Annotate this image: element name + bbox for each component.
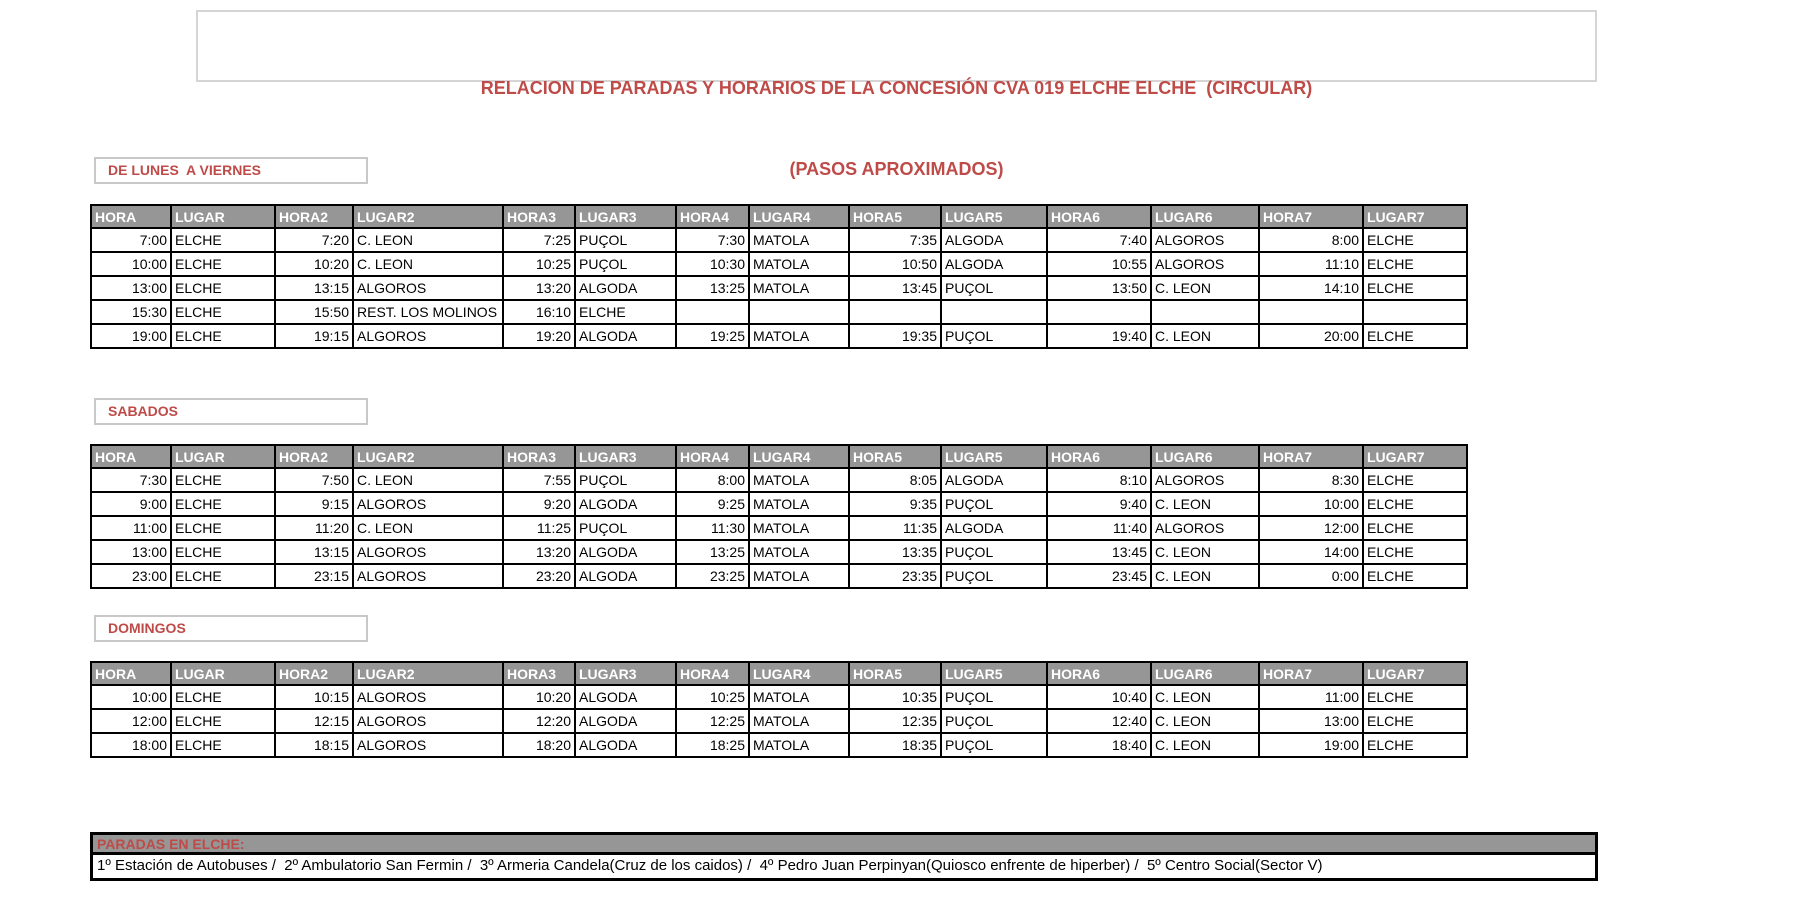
- lugar-cell: ELCHE: [171, 709, 275, 733]
- hora-cell: 16:10: [503, 300, 575, 324]
- hora-cell: 11:30: [676, 516, 749, 540]
- hora-cell: 23:15: [275, 564, 353, 588]
- lugar-cell: PUÇOL: [575, 468, 676, 492]
- column-header-lugar7: LUGAR7: [1363, 205, 1467, 228]
- lugar-cell: PUÇOL: [941, 709, 1047, 733]
- lugar-cell: ELCHE: [575, 300, 676, 324]
- lugar-cell: MATOLA: [749, 252, 849, 276]
- hora-cell: 9:20: [503, 492, 575, 516]
- lugar-cell: ELCHE: [171, 733, 275, 757]
- lugar-cell: ELCHE: [171, 564, 275, 588]
- column-header-lugar: LUGAR: [171, 662, 275, 685]
- lugar-cell: ELCHE: [171, 228, 275, 252]
- lugar-cell: ELCHE: [171, 324, 275, 348]
- hora-cell: 10:55: [1047, 252, 1151, 276]
- hora-cell: 13:00: [91, 276, 171, 300]
- hora-cell: 11:00: [1259, 685, 1363, 709]
- hora-cell: 7:00: [91, 228, 171, 252]
- hora-cell: [676, 300, 749, 324]
- lugar-cell: C. LEON: [353, 228, 503, 252]
- lugar-cell: C. LEON: [1151, 324, 1259, 348]
- hora-cell: 12:35: [849, 709, 941, 733]
- hora-cell: 0:00: [1259, 564, 1363, 588]
- hora-cell: 23:45: [1047, 564, 1151, 588]
- document-title-line2: (PASOS APROXIMADOS): [789, 159, 1004, 179]
- hora-cell: 20:00: [1259, 324, 1363, 348]
- lugar-cell: MATOLA: [749, 468, 849, 492]
- hora-cell: 13:25: [676, 540, 749, 564]
- lugar-cell: PUÇOL: [575, 516, 676, 540]
- lugar-cell: ALGOROS: [353, 709, 503, 733]
- header-row: [91, 445, 1467, 468]
- lugar-cell: ELCHE: [1363, 733, 1467, 757]
- column-header-lugar4: LUGAR4: [749, 205, 849, 228]
- hora-cell: 11:10: [1259, 252, 1363, 276]
- column-header-hora3: HORA3: [503, 662, 575, 685]
- lugar-cell: [941, 300, 1047, 324]
- lugar-cell: [1363, 300, 1467, 324]
- lugar-cell: ALGOROS: [353, 564, 503, 588]
- lugar-cell: ALGODA: [575, 540, 676, 564]
- schedule-table-sabados: [90, 444, 1468, 589]
- hora-cell: 13:00: [91, 540, 171, 564]
- hora-cell: 8:00: [1259, 228, 1363, 252]
- hora-cell: 18:40: [1047, 733, 1151, 757]
- lugar-cell: C. LEON: [353, 516, 503, 540]
- paradas-list: 1º Estación de Autobuses / 2º Ambulatorio San Fermin / 3º Armeria Candela(Cruz de los caidos) / 4º Pedro Juan Perpinyan(Quiosco enfrente de hiperber) / 5º Centro Social(Sector V): [93, 855, 1595, 878]
- hora-cell: [1047, 300, 1151, 324]
- lugar-cell: C. LEON: [1151, 685, 1259, 709]
- hora-cell: 12:00: [91, 709, 171, 733]
- hora-cell: 13:00: [1259, 709, 1363, 733]
- hora-cell: 9:15: [275, 492, 353, 516]
- column-header-hora5: HORA5: [849, 445, 941, 468]
- lugar-cell: ELCHE: [171, 300, 275, 324]
- table-row: [91, 564, 1467, 588]
- column-header-lugar6: LUGAR6: [1151, 662, 1259, 685]
- hora-cell: 10:40: [1047, 685, 1151, 709]
- lugar-cell: ELCHE: [171, 468, 275, 492]
- title-box: [196, 10, 1597, 179]
- lugar-cell: PUÇOL: [941, 564, 1047, 588]
- lugar-cell: ALGODA: [575, 324, 676, 348]
- hora-cell: 10:00: [91, 252, 171, 276]
- hora-cell: 10:00: [1259, 492, 1363, 516]
- lugar-cell: ALGODA: [941, 468, 1047, 492]
- table-row: [91, 300, 1467, 324]
- lugar-cell: ALGOROS: [353, 733, 503, 757]
- column-header-hora: HORA: [91, 205, 171, 228]
- hora-cell: 10:15: [275, 685, 353, 709]
- column-header-lugar2: LUGAR2: [353, 205, 503, 228]
- lugar-cell: PUÇOL: [941, 685, 1047, 709]
- lugar-cell: ELCHE: [171, 492, 275, 516]
- column-header-hora2: HORA2: [275, 662, 353, 685]
- hora-cell: 23:35: [849, 564, 941, 588]
- header-row: [91, 662, 1467, 685]
- hora-cell: 8:10: [1047, 468, 1151, 492]
- hora-cell: 11:35: [849, 516, 941, 540]
- column-header-hora7: HORA7: [1259, 445, 1363, 468]
- lugar-cell: MATOLA: [749, 733, 849, 757]
- lugar-cell: ALGOROS: [353, 492, 503, 516]
- lugar-cell: ALGODA: [575, 492, 676, 516]
- hora-cell: 18:25: [676, 733, 749, 757]
- column-header-lugar4: LUGAR4: [749, 445, 849, 468]
- hora-cell: 7:50: [275, 468, 353, 492]
- section-label-de-lunes-a-viernes: DE LUNES A VIERNES: [94, 157, 368, 184]
- lugar-cell: ALGODA: [575, 276, 676, 300]
- lugar-cell: ELCHE: [1363, 324, 1467, 348]
- hora-cell: 12:40: [1047, 709, 1151, 733]
- lugar-cell: MATOLA: [749, 276, 849, 300]
- column-header-hora: HORA: [91, 662, 171, 685]
- table-row: [91, 733, 1467, 757]
- column-header-lugar3: LUGAR3: [575, 205, 676, 228]
- column-header-hora3: HORA3: [503, 445, 575, 468]
- hora-cell: 10:00: [91, 685, 171, 709]
- hora-cell: 8:00: [676, 468, 749, 492]
- hora-cell: 10:30: [676, 252, 749, 276]
- hora-cell: 10:25: [676, 685, 749, 709]
- hora-cell: 9:00: [91, 492, 171, 516]
- hora-cell: 9:40: [1047, 492, 1151, 516]
- lugar-cell: ELCHE: [171, 252, 275, 276]
- hora-cell: 19:35: [849, 324, 941, 348]
- hora-cell: 19:00: [1259, 733, 1363, 757]
- hora-cell: 13:15: [275, 276, 353, 300]
- lugar-cell: ALGOROS: [1151, 468, 1259, 492]
- schedule-sections: [0, 157, 1803, 758]
- bus-schedule-document: [0, 10, 1803, 881]
- lugar-cell: ALGODA: [575, 564, 676, 588]
- hora-cell: 13:15: [275, 540, 353, 564]
- hora-cell: 7:30: [91, 468, 171, 492]
- document-title-line1: RELACION DE PARADAS Y HORARIOS DE LA CONCESIÓN CVA 019 ELCHE ELCHE (CIRCULAR): [480, 78, 1313, 98]
- lugar-cell: ELCHE: [1363, 540, 1467, 564]
- hora-cell: 14:10: [1259, 276, 1363, 300]
- section-label-domingos: DOMINGOS: [94, 615, 368, 642]
- hora-cell: 15:30: [91, 300, 171, 324]
- lugar-cell: MATOLA: [749, 685, 849, 709]
- hora-cell: 9:35: [849, 492, 941, 516]
- lugar-cell: MATOLA: [749, 228, 849, 252]
- table-row: [91, 468, 1467, 492]
- lugar-cell: MATOLA: [749, 709, 849, 733]
- hora-cell: 12:00: [1259, 516, 1363, 540]
- column-header-hora5: HORA5: [849, 205, 941, 228]
- lugar-cell: PUÇOL: [941, 492, 1047, 516]
- hora-cell: 19:00: [91, 324, 171, 348]
- section-label-sabados: SABADOS: [94, 398, 368, 425]
- lugar-cell: ALGODA: [575, 709, 676, 733]
- hora-cell: 18:00: [91, 733, 171, 757]
- table-row: [91, 252, 1467, 276]
- column-header-hora2: HORA2: [275, 445, 353, 468]
- column-header-lugar7: LUGAR7: [1363, 445, 1467, 468]
- column-header-hora4: HORA4: [676, 445, 749, 468]
- hora-cell: 11:00: [91, 516, 171, 540]
- lugar-cell: ELCHE: [1363, 276, 1467, 300]
- hora-cell: 23:00: [91, 564, 171, 588]
- lugar-cell: ALGODA: [941, 516, 1047, 540]
- column-header-lugar4: LUGAR4: [749, 662, 849, 685]
- table-row: [91, 709, 1467, 733]
- hora-cell: 10:50: [849, 252, 941, 276]
- column-header-hora4: HORA4: [676, 205, 749, 228]
- column-header-lugar: LUGAR: [171, 205, 275, 228]
- lugar-cell: PUÇOL: [941, 733, 1047, 757]
- lugar-cell: MATOLA: [749, 540, 849, 564]
- lugar-cell: ALGODA: [941, 228, 1047, 252]
- hora-cell: 7:25: [503, 228, 575, 252]
- hora-cell: 12:25: [676, 709, 749, 733]
- lugar-cell: C. LEON: [1151, 276, 1259, 300]
- lugar-cell: ALGODA: [941, 252, 1047, 276]
- column-header-hora6: HORA6: [1047, 662, 1151, 685]
- header-row: [91, 205, 1467, 228]
- lugar-cell: ALGODA: [575, 733, 676, 757]
- lugar-cell: PUÇOL: [941, 324, 1047, 348]
- lugar-cell: ELCHE: [171, 276, 275, 300]
- hora-cell: [1259, 300, 1363, 324]
- lugar-cell: ELCHE: [1363, 228, 1467, 252]
- lugar-cell: ELCHE: [1363, 516, 1467, 540]
- lugar-cell: PUÇOL: [941, 540, 1047, 564]
- hora-cell: 13:25: [676, 276, 749, 300]
- hora-cell: 12:20: [503, 709, 575, 733]
- lugar-cell: ALGOROS: [1151, 516, 1259, 540]
- column-header-lugar5: LUGAR5: [941, 205, 1047, 228]
- column-header-hora5: HORA5: [849, 662, 941, 685]
- lugar-cell: ELCHE: [171, 540, 275, 564]
- lugar-cell: PUÇOL: [941, 276, 1047, 300]
- hora-cell: 7:20: [275, 228, 353, 252]
- lugar-cell: ELCHE: [1363, 685, 1467, 709]
- column-header-hora3: HORA3: [503, 205, 575, 228]
- hora-cell: 7:35: [849, 228, 941, 252]
- lugar-cell: ALGOROS: [1151, 228, 1259, 252]
- lugar-cell: C. LEON: [1151, 709, 1259, 733]
- table-row: [91, 540, 1467, 564]
- hora-cell: 12:15: [275, 709, 353, 733]
- lugar-cell: C. LEON: [1151, 540, 1259, 564]
- column-header-hora2: HORA2: [275, 205, 353, 228]
- hora-cell: 23:20: [503, 564, 575, 588]
- column-header-lugar5: LUGAR5: [941, 445, 1047, 468]
- column-header-lugar6: LUGAR6: [1151, 445, 1259, 468]
- lugar-cell: PUÇOL: [575, 228, 676, 252]
- lugar-cell: [749, 300, 849, 324]
- schedule-table-domingos: [90, 661, 1468, 758]
- hora-cell: 13:50: [1047, 276, 1151, 300]
- column-header-lugar7: LUGAR7: [1363, 662, 1467, 685]
- table-row: [91, 324, 1467, 348]
- column-header-hora7: HORA7: [1259, 662, 1363, 685]
- lugar-cell: MATOLA: [749, 324, 849, 348]
- hora-cell: 10:20: [275, 252, 353, 276]
- column-header-lugar6: LUGAR6: [1151, 205, 1259, 228]
- hora-cell: 11:40: [1047, 516, 1151, 540]
- lugar-cell: ALGOROS: [353, 540, 503, 564]
- hora-cell: 13:45: [849, 276, 941, 300]
- hora-cell: 11:20: [275, 516, 353, 540]
- hora-cell: 8:30: [1259, 468, 1363, 492]
- column-header-lugar2: LUGAR2: [353, 445, 503, 468]
- hora-cell: 7:40: [1047, 228, 1151, 252]
- lugar-cell: MATOLA: [749, 564, 849, 588]
- column-header-lugar2: LUGAR2: [353, 662, 503, 685]
- schedule-table-de-lunes-a-viernes: [90, 204, 1468, 349]
- hora-cell: 14:00: [1259, 540, 1363, 564]
- lugar-cell: ELCHE: [171, 685, 275, 709]
- table-row: [91, 228, 1467, 252]
- lugar-cell: ALGOROS: [353, 685, 503, 709]
- lugar-cell: ELCHE: [171, 516, 275, 540]
- lugar-cell: ELCHE: [1363, 709, 1467, 733]
- hora-cell: 18:15: [275, 733, 353, 757]
- hora-cell: 15:50: [275, 300, 353, 324]
- lugar-cell: ALGOROS: [1151, 252, 1259, 276]
- hora-cell: 13:20: [503, 540, 575, 564]
- table-row: [91, 492, 1467, 516]
- lugar-cell: ALGOROS: [353, 324, 503, 348]
- hora-cell: 9:25: [676, 492, 749, 516]
- column-header-lugar3: LUGAR3: [575, 445, 676, 468]
- column-header-hora: HORA: [91, 445, 171, 468]
- column-header-lugar5: LUGAR5: [941, 662, 1047, 685]
- lugar-cell: [1151, 300, 1259, 324]
- lugar-cell: ELCHE: [1363, 564, 1467, 588]
- hora-cell: 7:55: [503, 468, 575, 492]
- hora-cell: [849, 300, 941, 324]
- lugar-cell: ELCHE: [1363, 492, 1467, 516]
- hora-cell: 10:35: [849, 685, 941, 709]
- hora-cell: 19:40: [1047, 324, 1151, 348]
- lugar-cell: ALGOROS: [353, 276, 503, 300]
- lugar-cell: ELCHE: [1363, 252, 1467, 276]
- lugar-cell: C. LEON: [1151, 564, 1259, 588]
- lugar-cell: ELCHE: [1363, 468, 1467, 492]
- hora-cell: 23:25: [676, 564, 749, 588]
- hora-cell: 11:25: [503, 516, 575, 540]
- hora-cell: 10:25: [503, 252, 575, 276]
- lugar-cell: MATOLA: [749, 492, 849, 516]
- paradas-section: [90, 832, 1598, 881]
- column-header-lugar: LUGAR: [171, 445, 275, 468]
- paradas-header: PARADAS EN ELCHE:: [93, 835, 1595, 855]
- column-header-hora6: HORA6: [1047, 205, 1151, 228]
- hora-cell: 19:15: [275, 324, 353, 348]
- column-header-hora7: HORA7: [1259, 205, 1363, 228]
- hora-cell: 10:20: [503, 685, 575, 709]
- lugar-cell: C. LEON: [1151, 733, 1259, 757]
- lugar-cell: C. LEON: [1151, 492, 1259, 516]
- hora-cell: 13:35: [849, 540, 941, 564]
- lugar-cell: C. LEON: [353, 252, 503, 276]
- lugar-cell: MATOLA: [749, 516, 849, 540]
- hora-cell: 8:05: [849, 468, 941, 492]
- table-row: [91, 685, 1467, 709]
- lugar-cell: PUÇOL: [575, 252, 676, 276]
- hora-cell: 13:45: [1047, 540, 1151, 564]
- lugar-cell: ALGODA: [575, 685, 676, 709]
- hora-cell: 18:35: [849, 733, 941, 757]
- table-row: [91, 276, 1467, 300]
- column-header-hora6: HORA6: [1047, 445, 1151, 468]
- lugar-cell: C. LEON: [353, 468, 503, 492]
- hora-cell: 19:25: [676, 324, 749, 348]
- hora-cell: 18:20: [503, 733, 575, 757]
- hora-cell: 13:20: [503, 276, 575, 300]
- table-row: [91, 516, 1467, 540]
- hora-cell: 7:30: [676, 228, 749, 252]
- hora-cell: 19:20: [503, 324, 575, 348]
- lugar-cell: REST. LOS MOLINOS: [353, 300, 503, 324]
- column-header-lugar3: LUGAR3: [575, 662, 676, 685]
- column-header-hora4: HORA4: [676, 662, 749, 685]
